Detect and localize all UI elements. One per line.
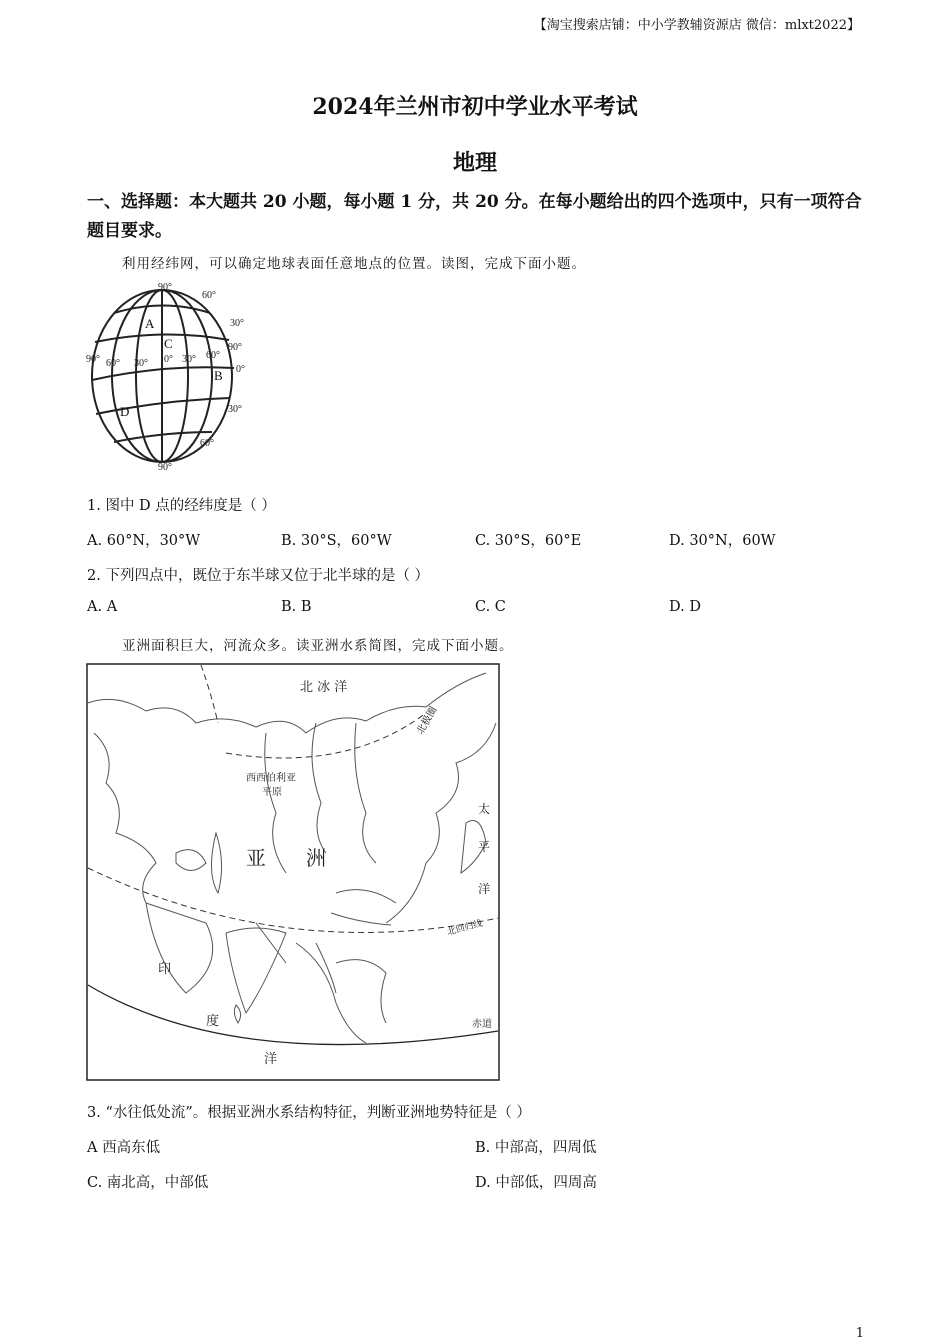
plain-label-line2: 平原 (262, 787, 282, 798)
globe-graticule-figure (84, 280, 259, 472)
lat-label-30s: 30° (228, 404, 242, 415)
point-d-label: D (120, 404, 130, 419)
indian-ocean-char2: 度 (206, 1014, 220, 1029)
page-number: 1 (855, 1326, 864, 1341)
question-2-option-b[interactable]: B. B (281, 599, 312, 615)
plain-label-line1: 西西伯利亚 (246, 773, 296, 784)
question-3-option-c[interactable]: C. 南北高，中部低 (87, 1175, 209, 1191)
question-3-stem: 3. “水往低处流”。根据亚洲水系结构特征，判断亚洲地势特征是（ ） (87, 1105, 531, 1121)
question-3-option-a[interactable]: A 西高东低 (87, 1140, 161, 1156)
arctic-circle-label: 北极圈 (415, 705, 440, 737)
header-note: 【淘宝搜索店铺：中小学教辅资源店 微信：mlxt2022】 (533, 18, 860, 33)
question-2-option-d[interactable]: D. D (669, 599, 701, 615)
lon-label-90w: 90° (86, 354, 100, 365)
equator-label: 赤道 (472, 1019, 492, 1030)
question-2-option-a[interactable]: A. A (87, 599, 118, 615)
question-1-option-c[interactable]: C. 30°S，60°E (475, 533, 582, 549)
question-1-option-a[interactable]: A. 60°N，30°W (87, 533, 201, 549)
subject-title: 地理 (452, 150, 497, 176)
indian-ocean-char1: 印 (158, 962, 172, 977)
question-1-stem: 1. 图中 D 点的经纬度是（ ） (87, 498, 276, 514)
lat-label-south-pole: 90° (158, 462, 172, 472)
question-2-option-c[interactable]: C. C (475, 599, 506, 615)
lon-label-0: 0° (164, 354, 173, 365)
tropic-label: 北回归线 (446, 918, 484, 938)
pacific-label-char3: 洋 (478, 882, 491, 896)
question-2-stem: 2. 下列四点中，既位于东半球又位于北半球的是（ ） (87, 568, 430, 584)
question-3-option-d[interactable]: D. 中部低，四周高 (475, 1175, 597, 1191)
question-1-option-b[interactable]: B. 30°S，60°W (281, 533, 392, 549)
continent-label: 亚 洲 (246, 846, 326, 870)
point-a-label: A (145, 316, 155, 331)
arctic-ocean-label: 北 冰 洋 (300, 680, 348, 695)
lon-label-60e: 60° (206, 350, 220, 361)
question-3-option-b[interactable]: B. 中部高，四周低 (475, 1140, 597, 1156)
lat-label-30n: 30° (230, 318, 244, 329)
asia-river-system-map (86, 663, 500, 1081)
lon-label-30e: 30° (182, 354, 196, 365)
point-b-label: B (214, 368, 223, 383)
lat-label-60n: 60° (202, 290, 216, 301)
exam-title: 2024年兰州市初中学业水平考试 (312, 94, 638, 120)
lat-label-north-pole: 90° (158, 282, 172, 293)
pacific-label-char1: 太 (478, 802, 491, 816)
pacific-label-char2: 平 (478, 840, 491, 854)
point-c-label: C (164, 336, 173, 351)
lon-label-60w: 60° (106, 358, 120, 369)
lon-label-30w: 30° (134, 358, 148, 369)
group2-intro: 亚洲面积巨大，河流众多。读亚洲水系简图，完成下面小题。 (122, 638, 514, 654)
section-heading: 一、选择题：本大题共 20 小题，每小题 1 分，共 20 分。在每小题给出的四个选项中，只有一项符合题目要求。 (87, 192, 862, 241)
lat-label-60s: 60° (200, 438, 214, 449)
lon-label-90e: 90° (228, 342, 242, 353)
indian-ocean-char3: 洋 (264, 1052, 278, 1067)
group1-intro: 利用经纬网，可以确定地球表面任意地点的位置。读图，完成下面小题。 (122, 256, 586, 272)
question-1-option-d[interactable]: D. 30°N，60W (669, 533, 776, 549)
lat-label-0: 0° (236, 364, 245, 375)
